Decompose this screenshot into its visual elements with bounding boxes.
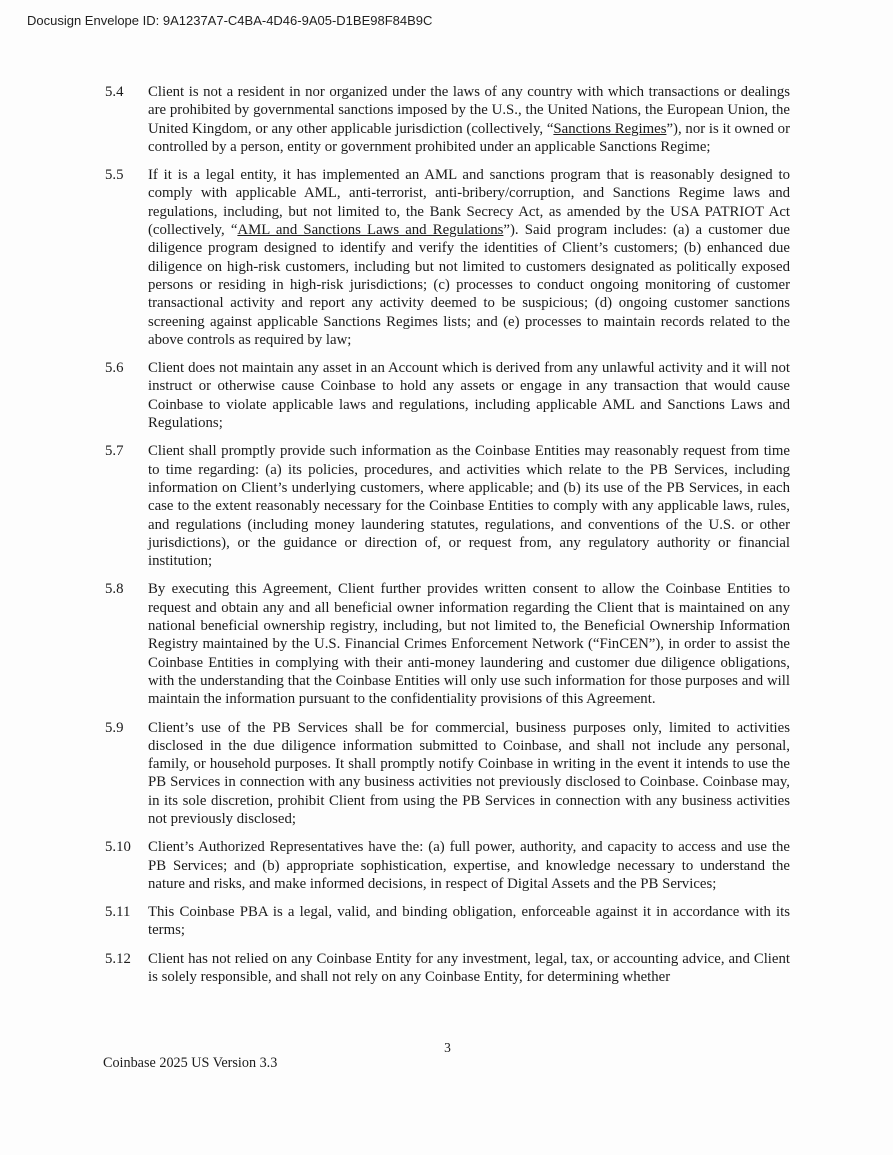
section-text-segment: Client has not relied on any Coinbase Entity for any investment, legal, tax, or accounting advice, and Client is solely responsible, and shall not rely on any Coinbase Entity, for determining whether (148, 950, 790, 986)
section-text-segment: ”). Said program includes: (a) a customer due diligence program designed to identify and verify the identities of Client’s customers; (b) enhanced due diligence on high-risk customers, including but not limited to customers designated as politically exposed persons or residing in high-risk jurisdictions; (c) processes to conduct ongoing monitoring of customer transactional activity and report any activity deemed to be suspicious; (d) ongoing customer sanctions screening against applicable Sanctions Regimes lists; and (e) processes to maintain records related to the above controls as required by law; (148, 222, 790, 348)
section-number: 5.4 (105, 84, 124, 100)
section-number: 5.9 (105, 719, 124, 736)
section-item (105, 166, 790, 349)
section-text (148, 950, 790, 987)
section-item (105, 950, 790, 987)
section-text-segment: Client is not a resident in nor organized under the laws of any country with which transactions or dealings are prohibited by governmental sanctions imposed by the U.S., the United Nations, the European Union, the United Kingdom, or any other applicable jurisdiction (collectively, “ (148, 84, 790, 137)
section-text (148, 903, 790, 940)
section-text (148, 442, 790, 570)
section-text-segment: Client does not maintain any asset in an Account which is derived from any unlawful activity and it will not instruct or otherwise cause Coinbase to hold any assets or engage in any transaction that would cause Coinbase to violate applicable laws and regulations, including applicable AML and Sanctions Laws and Regulations; (148, 360, 790, 432)
section-item (105, 442, 790, 570)
section-item (105, 83, 790, 156)
section-number: 5.12 (105, 950, 131, 967)
section-text (148, 580, 790, 708)
section-text (148, 359, 790, 432)
section-text-segment: ”), nor is it owned or controlled by a person, entity or government prohibited under an applicable Sanctions Regime; (148, 120, 791, 155)
section-text-segment: This Coinbase PBA is a legal, valid, and binding obligation, enforceable against it in accordance with its terms; (148, 904, 790, 939)
section-number: 5.7 (105, 443, 124, 460)
section-text-segment: If it is a legal entity, it has implemented an AML and sanctions program that is reasonably designed to comply with applicable AML, anti-terrorist, anti-bribery/corruption, and Sanctions Regime laws and regulations, including, but not limited to, the Bank Secrecy Act, as amended by the USA PATRIOT Act (collectively, “ (148, 167, 790, 239)
section-item (105, 838, 790, 893)
section-item (105, 719, 790, 829)
section-text-segment: Client’s Authorized Representatives have the: (a) full power, authority, and capacity to access and use the PB Services; and (b) appropriate sophistication, expertise, and knowledge necessary to understand the nature and risks, and make informed decisions, in respect of Digital Assets and the PB Services; (148, 839, 790, 892)
section-item (105, 359, 790, 432)
section-number: 5.10 (105, 839, 131, 856)
section-number: 5.11 (105, 904, 131, 921)
section-number: 5.8 (105, 581, 124, 598)
section-item (105, 580, 790, 708)
section-item (105, 903, 790, 940)
section-text (148, 719, 790, 829)
section-number: 5.6 (105, 360, 124, 377)
section-number: 5.5 (105, 167, 124, 184)
footer-version-label: Coinbase 2025 US Version 3.3 (103, 1055, 278, 1071)
section-text-segment: By executing this Agreement, Client further provides written consent to allow the Coinbase Entities to request and obtain any and all beneficial owner information regarding the Client that is maintained on any national beneficial ownership registry, including, but not limited to, the Beneficial Ownership Information Registry maintained by the U.S. Financial Crimes Enforcement Network (“FinCEN”), in order to assist the Coinbase Entities in complying with their anti-money laundering and customer due diligence obligations, with the understanding that the Coinbase Entities will only use such information for those purposes and will maintain the information pursuant to the confidentiality provisions of this Agreement. (148, 581, 790, 708)
section-text-segment: Client’s use of the PB Services shall be for commercial, business purposes only, limited to activities disclosed in the due diligence information submitted to Coinbase, and shall not include any personal, family, or household purposes. It shall promptly notify Coinbase in writing in the event it intends to use the PB Services in connection with any business activities not previously disclosed to Coinbase. Coinbase may, in its sole discretion, prohibit Client from using the PB Services in connection with any business activities not previously disclosed; (148, 719, 790, 827)
section-text (148, 838, 790, 893)
document-body (105, 83, 790, 996)
page-number: 3 (444, 1040, 451, 1055)
section-text-segment: Client shall promptly provide such information as the Coinbase Entities may reasonably request from time to time regarding: (a) its policies, procedures, and activities which relate to the PB Services, including information on Client’s underlying customers, where applicable; and (b) its use of the PB Services, in each case to the extent reasonably necessary for the Coinbase Entities to comply with any applicable laws, rules, and regulations (including money laundering statutes, regulations, and conventions of the U.S. or other jurisdictions), or the guidance or direction of, or request from, any regulatory authority or financial institution; (148, 443, 790, 570)
docusign-envelope-id: Docusign Envelope ID: 9A1237A7-C4BA-4D46-9A05-D1BE98F84B9C (27, 13, 433, 28)
section-text (148, 83, 790, 156)
defined-term: Sanctions Regimes (553, 120, 667, 137)
defined-term: AML and Sanctions Laws and Regulations (237, 222, 504, 239)
section-text (148, 166, 790, 349)
